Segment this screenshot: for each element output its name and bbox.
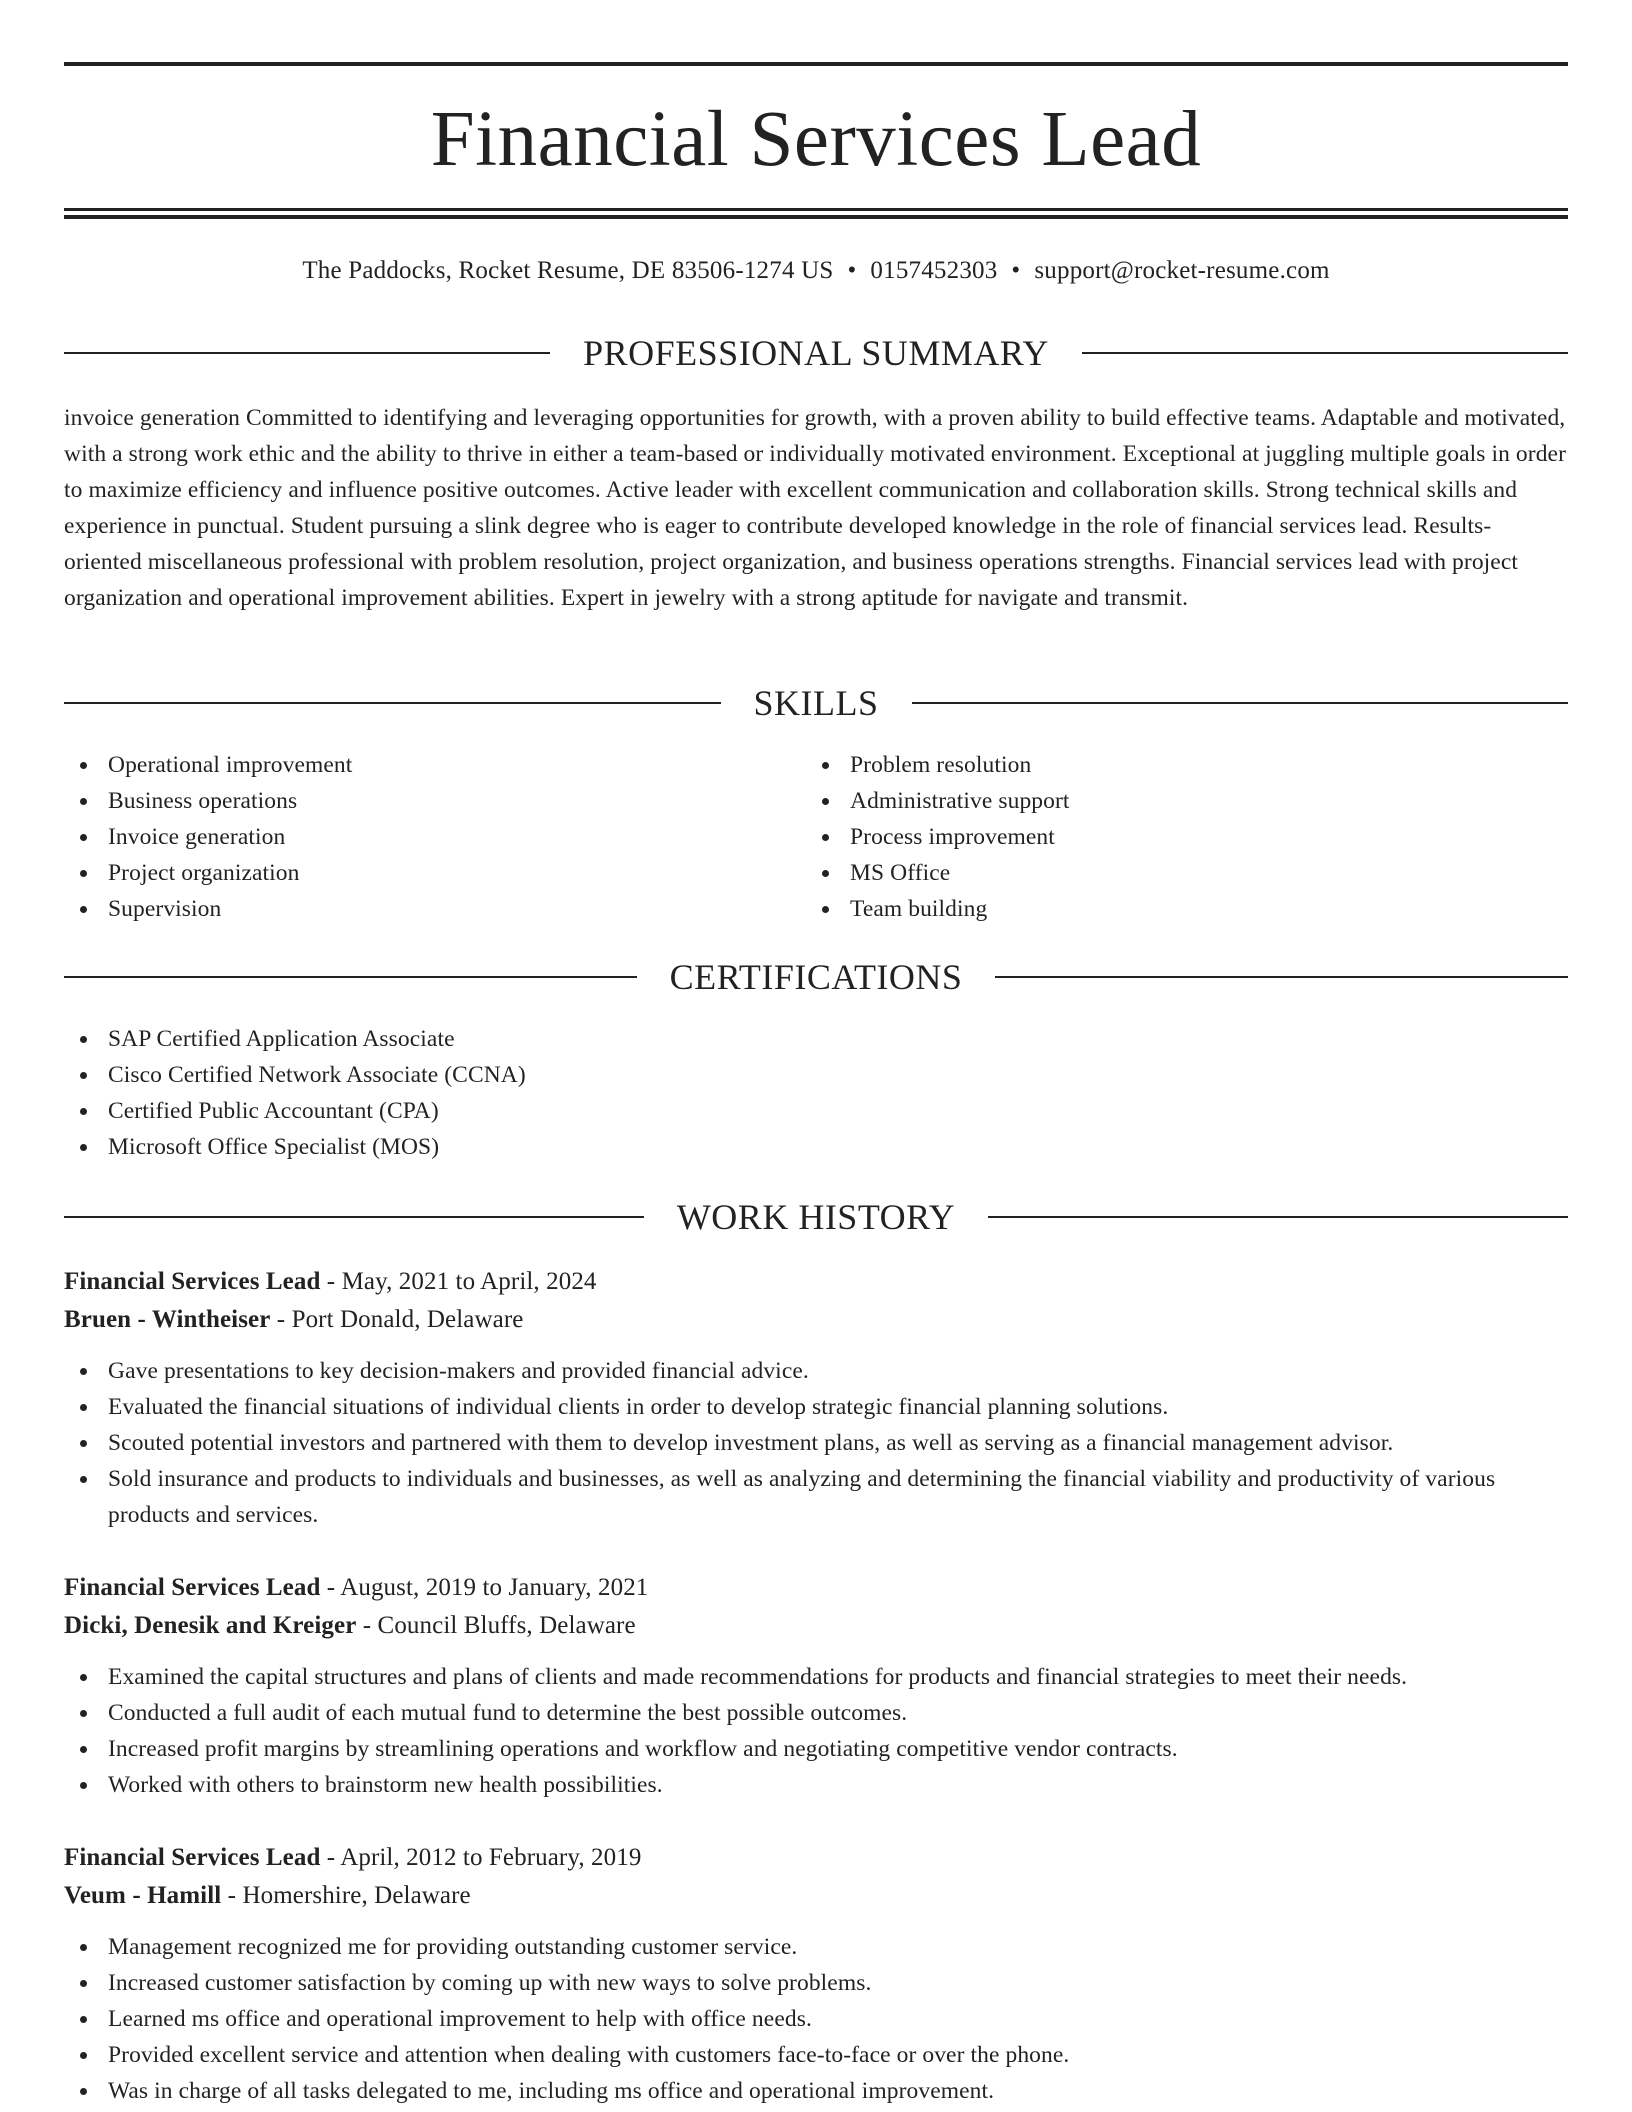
heading-rule-left (64, 352, 550, 354)
job-duty-item: Provided excellent service and attention when dealing with customers face-to-face or over the phone. (64, 2037, 1568, 2073)
job-dates: - April, 2012 to February, 2019 (320, 1844, 642, 1871)
candidate-name: Financial Services Lead (430, 96, 1202, 183)
section-heading-summary (64, 331, 1568, 375)
top-rule (64, 62, 1568, 66)
section-heading-certifications (64, 955, 1568, 999)
skills-list-left (64, 747, 804, 927)
heading-rule-right (988, 1216, 1568, 1218)
certifications-list (64, 1021, 1568, 1165)
job-company: Veum - Hamill (64, 1882, 222, 1909)
heading-rule-right (1082, 352, 1568, 354)
section-title: SKILLS (753, 683, 879, 723)
job-employer-line (64, 1301, 1568, 1339)
job-duty-item: Gave presentations to key decision-makers and provided financial advice. (64, 1353, 1568, 1389)
job-title-line (64, 1263, 1568, 1301)
contact-email[interactable]: support@rocket-resume.com (1034, 257, 1330, 284)
contact-separator: • (847, 257, 857, 284)
contact-phone: 0157452303 (870, 257, 998, 284)
job-role: Financial Services Lead (64, 1844, 321, 1871)
job-title-line (64, 1839, 1568, 1877)
job-title-line (64, 1569, 1568, 1607)
certification-item: Microsoft Office Specialist (MOS) (64, 1129, 1568, 1165)
job-duty-item: Increased profit margins by streamlining operations and workflow and negotiating competitive vendor contracts. (64, 1731, 1568, 1767)
double-rule-upper (64, 208, 1568, 211)
skill-item: Supervision (64, 891, 804, 927)
job-duty-item: Learned ms office and operational improvement to help with office needs. (64, 2001, 1568, 2037)
job-location: - Council Bluffs, Delaware (356, 1612, 636, 1639)
job-duty-item: Examined the capital structures and plans of clients and made recommendations for products and financial strategies to meet their needs. (64, 1659, 1568, 1695)
heading-rule-left (64, 702, 721, 704)
skill-item: Administrative support (806, 783, 1566, 819)
job-duty-item: Evaluated the financial situations of individual clients in order to develop strategic financial planning solutions. (64, 1389, 1568, 1425)
job-dates: - August, 2019 to January, 2021 (320, 1574, 649, 1601)
certification-item: Cisco Certified Network Associate (CCNA) (64, 1057, 1568, 1093)
section-title: CERTIFICATIONS (669, 957, 963, 997)
job-duty-item: Sold insurance and products to individuals and businesses, as well as analyzing and determining the financial viability and productivity of various products and services. (64, 1461, 1568, 1533)
job-duty-item: Increased customer satisfaction by coming up with new ways to solve problems. (64, 1965, 1568, 2001)
job-employer-line (64, 1877, 1568, 1915)
job-duty-item: Scouted potential investors and partnered with them to develop investment plans, as well as serving as a financial management advisor. (64, 1425, 1568, 1461)
heading-rule-right (995, 976, 1568, 978)
job-entry (64, 1263, 1568, 1533)
skill-item: MS Office (806, 855, 1566, 891)
job-employer-line (64, 1607, 1568, 1645)
heading-rule-left (64, 976, 637, 978)
contact-separator: • (1011, 257, 1021, 284)
skill-item: Project organization (64, 855, 804, 891)
heading-rule-left (64, 1216, 644, 1218)
contact-line (64, 253, 1568, 289)
job-duties (64, 1353, 1568, 1533)
job-duties (64, 1929, 1568, 2109)
heading-rule-right (912, 702, 1569, 704)
job-role: Financial Services Lead (64, 1574, 321, 1601)
skills-list-right (806, 747, 1566, 927)
section-title: WORK HISTORY (676, 1197, 956, 1237)
job-company: Dicki, Denesik and Kreiger (64, 1612, 357, 1639)
job-entry (64, 1839, 1568, 2109)
double-rule-lower (64, 215, 1568, 219)
summary-text: invoice generation Committed to identifying and leveraging opportunities for growth, with a proven ability to build effective teams. Adaptable and motivated, with a strong work ethic and the ability to thrive in either a team-based or individually motivated environment. Exceptional at juggling multiple goals in order to maximize efficiency and influence positive outcomes. Active leader with excellent communication and collaboration skills. Strong technical skills and experience in punctual. Student pursuing a slink degree who is eager to contribute developed knowledge in the role of financial services lead. Results-oriented miscellaneous professional with problem resolution, project organization, and business operations strengths. Financial services lead with project organization and operational improvement abilities. Expert in jewelry with a strong aptitude for navigate and transmit. (64, 405, 1567, 611)
job-duty-item: Conducted a full audit of each mutual fund to determine the best possible outcomes. (64, 1695, 1568, 1731)
job-dates: - May, 2021 to April, 2024 (320, 1268, 597, 1295)
skill-item: Invoice generation (64, 819, 804, 855)
skill-item: Process improvement (806, 819, 1566, 855)
job-duty-item: Was in charge of all tasks delegated to me, including ms office and operational improvement. (64, 2073, 1568, 2109)
job-duty-item: Worked with others to brainstorm new health possibilities. (64, 1767, 1568, 1803)
job-duty-item: Management recognized me for providing outstanding customer service. (64, 1929, 1568, 1965)
job-entry (64, 1569, 1568, 1803)
job-location: - Homershire, Delaware (221, 1882, 471, 1909)
certification-item: SAP Certified Application Associate (64, 1021, 1568, 1057)
section-heading-skills (64, 681, 1568, 725)
job-location: - Port Donald, Delaware (270, 1306, 524, 1333)
skill-item: Problem resolution (806, 747, 1566, 783)
section-heading-work-history (64, 1195, 1568, 1239)
job-company: Bruen - Wintheiser (64, 1306, 271, 1333)
skill-item: Business operations (64, 783, 804, 819)
contact-address: The Paddocks, Rocket Resume, DE 83506-1274 US (302, 257, 834, 284)
skill-item: Team building (806, 891, 1566, 927)
skill-item: Operational improvement (64, 747, 804, 783)
certification-item: Certified Public Accountant (CPA) (64, 1093, 1568, 1129)
job-duties (64, 1659, 1568, 1803)
section-title: PROFESSIONAL SUMMARY (583, 333, 1049, 373)
job-role: Financial Services Lead (64, 1268, 321, 1295)
